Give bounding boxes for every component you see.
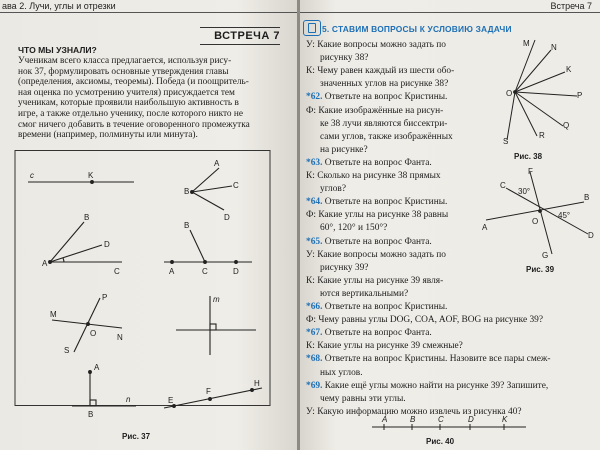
label-q-38: Q: [563, 121, 570, 130]
label-a3: A: [169, 267, 175, 276]
question-line: [306, 66, 494, 76]
exercise-number: *67.: [306, 328, 323, 339]
question-line: [306, 158, 494, 168]
ray-or: [515, 92, 537, 136]
question-text: чему равны эти углы.: [320, 393, 406, 404]
point-b: [191, 191, 194, 194]
question-line: [306, 210, 494, 220]
question-text: на рисунке?: [320, 144, 368, 155]
label-b3: B: [184, 221, 190, 230]
angle-30: 30°: [518, 187, 531, 196]
question-text: 60°, 120° и 150°?: [320, 223, 388, 234]
exercise-number: *66.: [306, 302, 323, 312]
question-text: ных углов.: [320, 367, 363, 378]
question-line: [306, 341, 596, 351]
label-b2: B: [84, 213, 90, 222]
question-line: [306, 119, 494, 129]
question-text: К: Сколько на рисунке 38 прямых: [306, 171, 441, 181]
right-angle-mark: [210, 324, 216, 330]
ray-on: [515, 50, 551, 92]
label-o-38: O: [506, 89, 513, 98]
point-a: [49, 261, 52, 264]
header-rule: [0, 12, 297, 13]
question-text: У: Какие вопросы можно задать по: [306, 40, 446, 50]
question-text: ются вертикальными?: [320, 288, 409, 299]
question-line: [306, 354, 596, 364]
point-f: [209, 398, 212, 401]
label-a1: A: [214, 159, 220, 168]
paragraph-line: смог ничего добавить в течение оговоренного промежутка: [18, 119, 250, 130]
question-line: [306, 237, 494, 247]
segment-cb: [190, 230, 205, 262]
label-m-38: M: [523, 39, 530, 48]
question-text: Ответьте на вопрос Фанта.: [324, 236, 432, 247]
point-a2: [171, 261, 174, 264]
paragraph-line: Ученикам всего класса предлагается, используя рису-: [18, 56, 232, 66]
exercise-number: *63.: [306, 157, 323, 168]
exercise-number: *64.: [306, 197, 323, 208]
label-p-38: P: [577, 91, 583, 100]
question-line: [306, 328, 596, 338]
label-d-39: D: [588, 231, 594, 240]
section-5-title: 5. СТАВИМ ВОПРОСЫ К УСЛОВИЮ ЗАДАЧИ: [322, 24, 512, 34]
label-c2: C: [114, 267, 120, 276]
label-p: P: [102, 293, 108, 302]
label-k: K: [88, 171, 94, 180]
paragraph-line: ная оценка по усмотрению учителя) присуждается тем: [18, 87, 235, 98]
right-header-text: Встреча 7: [550, 1, 592, 11]
label-s-38: S: [503, 137, 509, 146]
question-text: Ответьте на вопрос Кристины.: [324, 92, 448, 103]
ray-oq: [515, 92, 563, 126]
label-c-39: C: [500, 181, 506, 190]
angle-arc: [63, 258, 64, 262]
question-line: [306, 106, 494, 116]
question-line: [306, 223, 494, 233]
ray-os: [507, 92, 515, 140]
point-o-39: [539, 210, 542, 213]
question-line: [306, 276, 494, 286]
ray-op: [515, 92, 577, 96]
question-text: рисунку 39?: [320, 262, 369, 273]
label-n-line: n: [126, 395, 131, 404]
question-line: [306, 263, 494, 273]
exercise-number: *65.: [306, 236, 323, 247]
question-line: [306, 92, 494, 102]
label-c: c: [30, 171, 34, 180]
question-text: Ф: Какие углы на рисунке 38 равны: [306, 210, 449, 221]
question-text: Ответьте на вопрос Фанта.: [324, 157, 432, 168]
question-text: К: Какие углы на рисунке 39 смежные?: [306, 341, 463, 352]
label-d2: D: [104, 240, 110, 249]
label-f: F: [206, 387, 211, 396]
fig39-caption: Рис. 39: [526, 265, 555, 274]
question-text: Какие ещё углы можно найти на рисунке 39? Запишите,: [324, 380, 549, 391]
exercise-number: *69.: [306, 380, 323, 391]
figure-39: [480, 168, 598, 260]
fig40-caption: Рис. 40: [426, 437, 455, 446]
label-a-40: A: [382, 415, 388, 424]
paragraph-line: нок 37, формулировать основные утверждения главы: [18, 66, 229, 77]
label-a-39: A: [482, 223, 488, 232]
question-text: Ответьте на вопрос Кристины.: [324, 197, 448, 208]
label-f-39: F: [528, 168, 533, 176]
right-page: [300, 0, 600, 450]
question-line: [306, 184, 494, 194]
point-a4: [89, 371, 92, 374]
paragraph-line: (определения, аксиомы, теоремы). Победа (и поощритель-: [18, 77, 249, 88]
point-e: [173, 405, 176, 408]
label-e: E: [168, 396, 174, 405]
question-text: значенных углов на рисунке 38?: [320, 79, 449, 90]
label-a4: A: [94, 363, 100, 372]
question-text: Ответьте на вопрос Фанта.: [324, 328, 432, 339]
paragraph-line: игре, а также отдельно ученику, после которого никто не: [18, 108, 243, 119]
label-h: H: [254, 379, 260, 388]
question-text: У: Какую информацию можно извлечь из рисунка 40?: [306, 406, 522, 417]
figure-38: [495, 36, 595, 146]
question-text: Ф: Чему равны углы DOG, COA, AOF, BOG на рисунке 39?: [306, 315, 544, 326]
label-k-38: K: [566, 65, 572, 74]
label-b4: B: [88, 410, 94, 419]
label-s: S: [64, 346, 70, 355]
label-m: M: [50, 310, 57, 319]
ray-ok: [515, 72, 565, 92]
question-text: сами углов, также изображённых: [320, 131, 453, 142]
question-text: К: Чему равен каждый из шести обо-: [306, 66, 455, 77]
label-b1: B: [184, 187, 190, 196]
section-heading: ЧТО МЫ УЗНАЛИ?: [18, 45, 97, 55]
question-line: [306, 171, 494, 181]
label-m-line: m: [213, 295, 220, 304]
question-line: [306, 289, 494, 299]
label-o-39: O: [532, 217, 539, 226]
figure-frame: [15, 151, 270, 406]
label-c1: C: [233, 181, 239, 190]
question-line: [306, 197, 494, 207]
point-c: [204, 261, 207, 264]
left-running-header: [0, 0, 297, 13]
angle-45: 45°: [558, 211, 571, 220]
question-text: ке 38 лучи являются биссектри-: [320, 118, 448, 129]
label-n-38: N: [551, 43, 557, 52]
question-line: [306, 315, 596, 325]
question-line: [306, 302, 494, 312]
point-o-38: [514, 91, 517, 94]
question-text: Ф: Какие изображённые на рисун-: [306, 105, 444, 116]
left-header-text: ава 2. Лучи, углы и отрезки: [2, 1, 116, 11]
exercise-number: *68.: [306, 354, 323, 365]
intro-paragraph: [18, 56, 283, 141]
question-line: [306, 40, 494, 50]
question-text: углов?: [320, 184, 347, 195]
question-text: У: Какие вопросы можно задать по: [306, 249, 446, 260]
figure-40: [370, 415, 530, 435]
label-a2: A: [42, 259, 48, 268]
paragraph-line: времени (например, полминуты или минута).: [18, 130, 198, 141]
paragraph-line: ученикам, которые проявили наибольшую активность в: [18, 98, 239, 109]
question-text: К: Какие углы на рисунке 39 явля-: [306, 275, 444, 286]
left-page: [0, 0, 297, 450]
question-line: [306, 368, 596, 378]
header-rule-right: [300, 12, 600, 13]
question-line: [306, 53, 494, 63]
point-o: [87, 323, 90, 326]
fig37-caption: Рис. 37: [122, 432, 151, 441]
label-b-39: B: [584, 193, 590, 202]
point-d: [235, 261, 238, 264]
exercise-number: *62.: [306, 92, 323, 103]
question-line: [306, 132, 494, 142]
question-line: [306, 381, 596, 391]
label-d-40: D: [468, 415, 474, 424]
point-k: [91, 181, 94, 184]
label-k-40: K: [502, 415, 508, 424]
right-running-header: [300, 0, 600, 13]
label-c-40: C: [438, 415, 444, 424]
label-n: N: [117, 333, 123, 342]
label-r-38: R: [539, 131, 545, 140]
question-line: [306, 145, 494, 155]
line-fg: [530, 172, 552, 254]
question-line: [306, 79, 494, 89]
question-text: Ответьте на вопрос Кристины.: [324, 302, 448, 312]
question-text: Ответьте на вопрос Кристины. Назовите все пары смеж-: [324, 354, 551, 365]
question-line: [306, 394, 596, 404]
label-b-40: B: [410, 415, 416, 424]
question-line: [306, 250, 494, 260]
label-d3: D: [233, 267, 239, 276]
label-g-39: G: [542, 251, 549, 260]
puzzle-icon: [303, 20, 321, 36]
question-text: рисунку 38?: [320, 53, 369, 64]
point-h: [251, 389, 254, 392]
label-o: O: [90, 329, 97, 338]
label-d1: D: [224, 213, 230, 222]
fig38-caption: Рис. 38: [514, 152, 543, 161]
section-title: ВСТРЕЧА 7: [200, 27, 280, 45]
figure-37: [14, 150, 272, 425]
label-c3: C: [202, 267, 208, 276]
ray-bd: [192, 192, 224, 210]
